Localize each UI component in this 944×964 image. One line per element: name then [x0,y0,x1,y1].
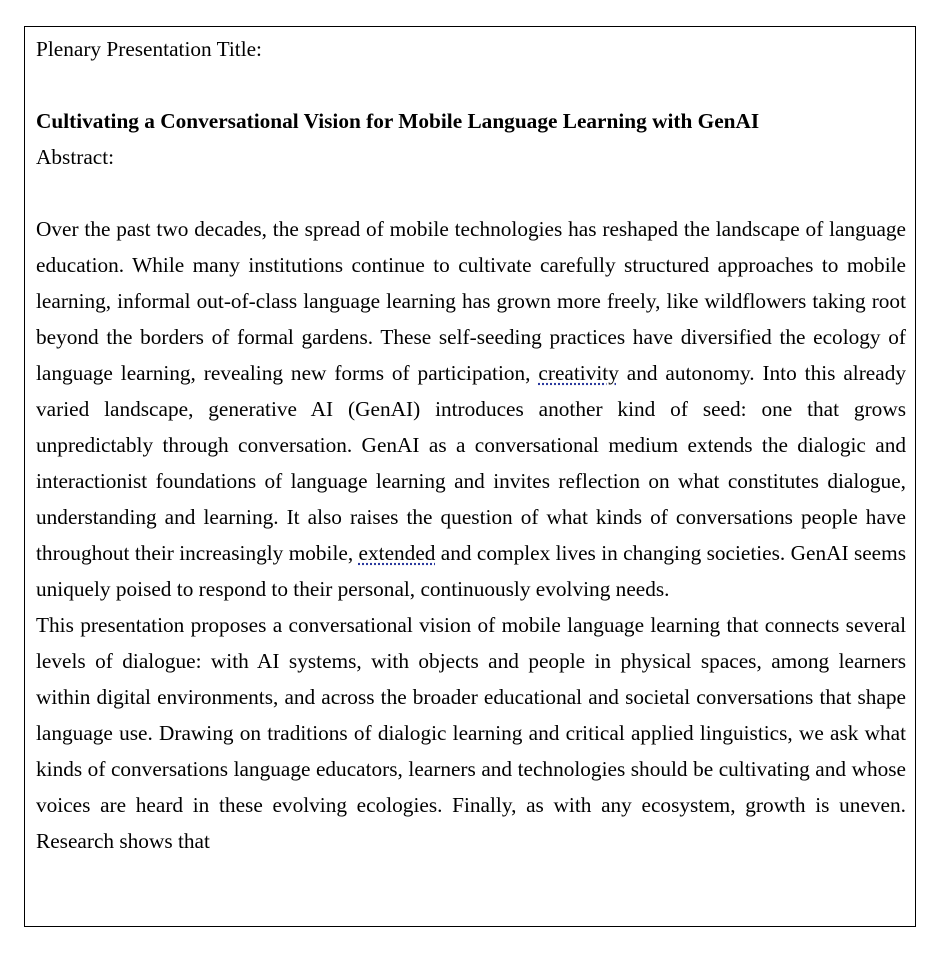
presentation-title: Cultivating a Conversational Vision for Mobile Language Learning with GenAI [36,109,760,133]
paragraph-text: and autonomy. Into this already varied landscape, generative AI (GenAI) introduces another kind of seed: one that grows unpredictably through conversation. GenAI as a conversational medium extends the dialogic and interactionist foundations of language learning and invites reflection on what constitutes dialogue, understanding and learning. It also raises the question of what kinds of conversations people have throughout their increasingly mobile, [36,361,906,565]
document-text-box[interactable] [24,26,916,927]
spellcheck-flagged-word[interactable]: creativity [538,361,619,385]
spellcheck-flagged-word[interactable]: extended [358,541,436,565]
abstract-paragraph-1 [36,211,906,607]
abstract-paragraph-2: This presentation proposes a conversational vision of mobile language learning that connects several levels of dialogue: with AI systems, with objects and people in physical spaces, among learners within digital environments, and across the broader educational and societal conversations that shape language use. Drawing on traditions of dialogic learning and critical applied linguistics, we ask what kinds of conversations language educators, learners and technologies should be cultivating and whose voices are heard in these evolving ecologies. Finally, as with any ecosystem, growth is uneven. Research shows that [36,613,906,853]
document-body [25,27,915,859]
blank-line [36,175,906,211]
paragraph-text: Over the past two decades, the spread of mobile technologies has reshaped the landscape of language education. While many institutions continue to cultivate carefully structured approaches to mobile learning, informal out-of-class language learning has grown more freely, like wildflowers taking root beyond the borders of formal gardens. These self-seeding practices have diversified the ecology of language learning, revealing new forms of participation, [36,217,906,385]
title-label: Plenary Presentation Title: [36,37,262,61]
abstract-label: Abstract: [36,145,115,169]
blank-line [36,67,906,103]
paragraph-text: and complex lives in changing societies. GenAI seems uniquely poised to respond to their personal, continuously evolving needs. [36,541,906,601]
